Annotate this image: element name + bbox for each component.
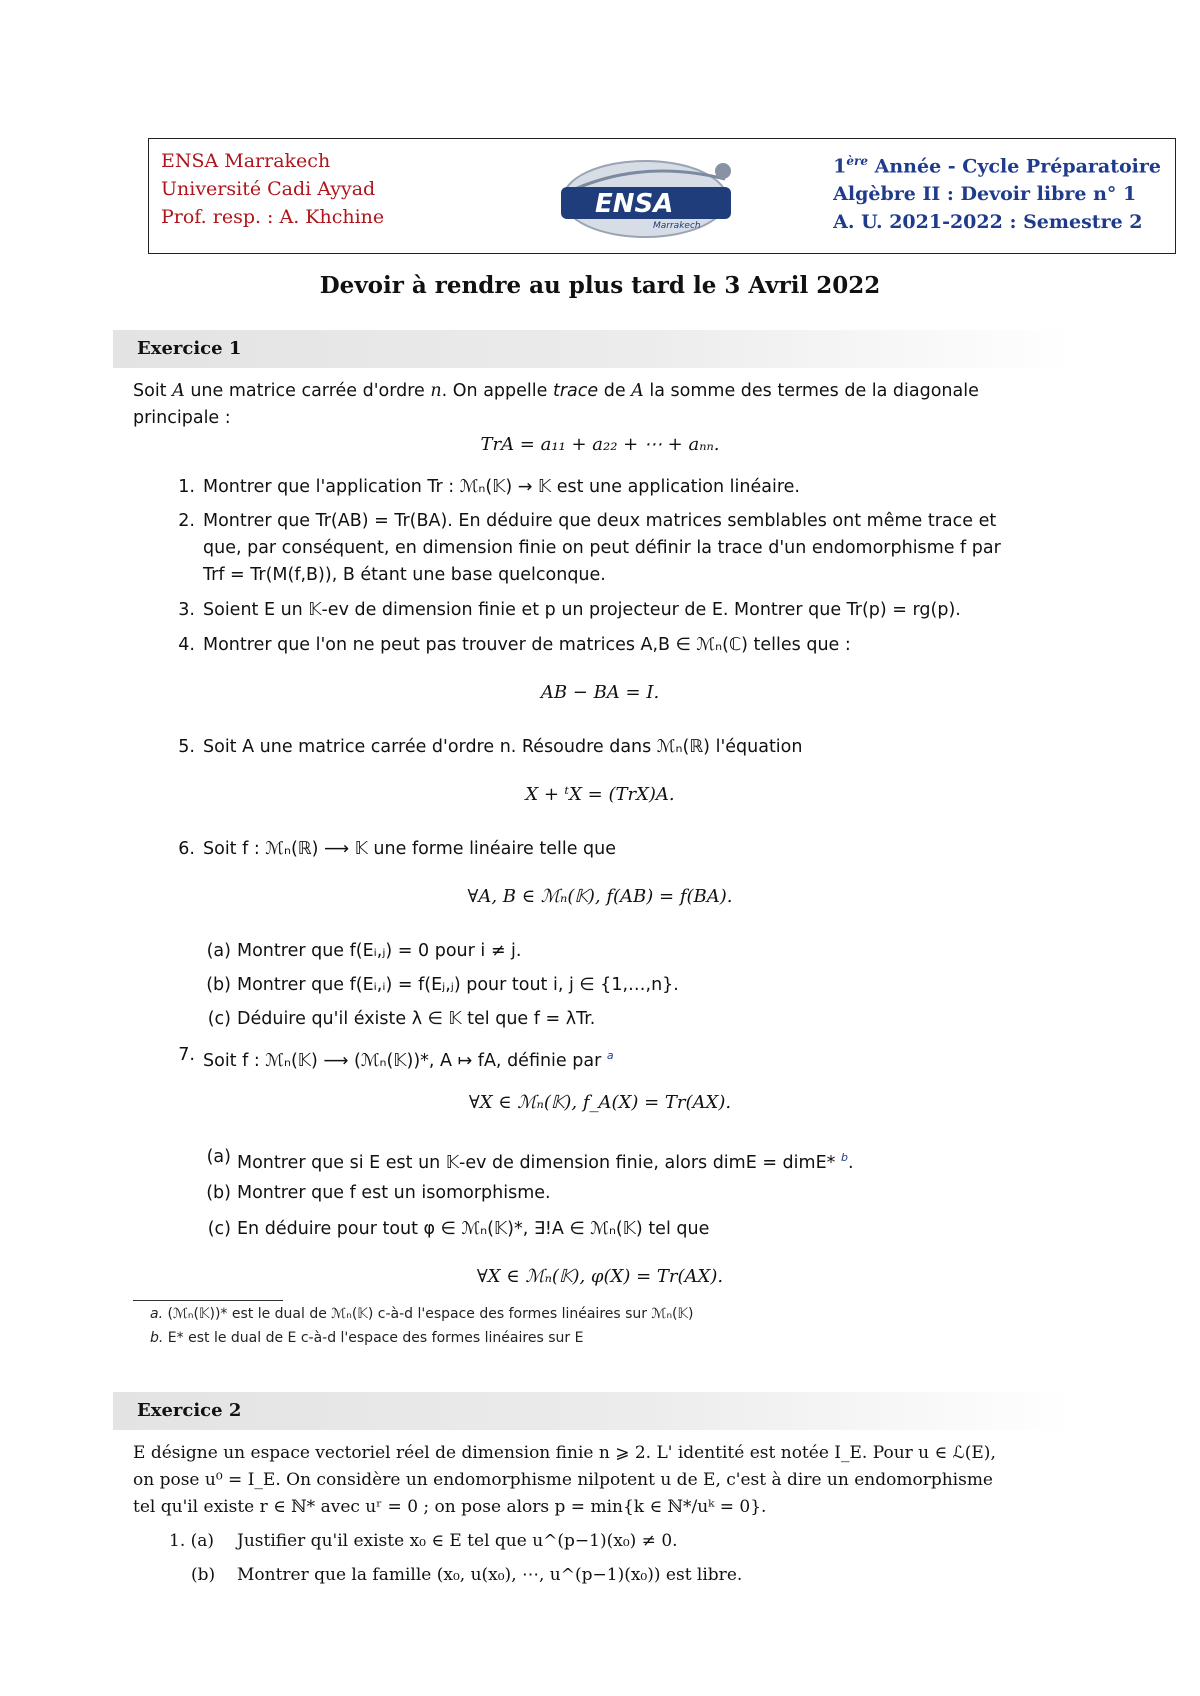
document-header [148, 138, 1176, 254]
course-title: Algèbre II : Devoir libre n° 1 [833, 183, 1137, 206]
exercise-2-heading: Exercice 2 [113, 1392, 1075, 1430]
year-cycle: 1ère Année - Cycle Préparatoire [833, 154, 1161, 178]
ex2-intro-line-2: on pose u⁰ = I_E. On considère un endomorphisme nilpotent u de E, c'est à dire un endomorphisme [133, 1470, 993, 1490]
eq-5: X + ᵗX = (TrX)A. [525, 784, 675, 805]
ensa-logo [535, 149, 755, 245]
ex2-intro-line-1: E désigne un espace vectoriel réel de dimension finie n ⩾ 2. L' identité est notée I_E. Pour u ∈ ℒ(E), [133, 1443, 996, 1463]
svg-text:ENSA: ENSA [595, 189, 674, 219]
eq-trace: TrA = a₁₁ + a₂₂ + ⋯ + aₙₙ. [480, 434, 720, 455]
header-left [161, 147, 384, 231]
footnote-a: a. (ℳₙ(𝕂))* est le dual de ℳₙ(𝕂) c-à-d l'espace des formes linéaires sur ℳₙ(𝕂) [150, 1306, 694, 1322]
ex1-intro [133, 378, 1083, 432]
eq-6: ∀A, B ∈ ℳₙ(𝕂), f(AB) = f(BA). [467, 886, 733, 907]
svg-text:Marrakech: Marrakech [653, 221, 701, 231]
footnote-mark-a[interactable]: a [606, 1049, 614, 1062]
university-name: Université Cadi Ayyad [161, 178, 376, 200]
academic-year: A. U. 2021-2022 : Semestre 2 [833, 211, 1143, 234]
ex1-intro-line-2: principale : [133, 408, 231, 428]
exercise-1-heading: Exercice 1 [113, 330, 1075, 368]
school-name: ENSA Marrakech [161, 150, 331, 172]
ex1-intro-line-1: Soit A une matrice carrée d'ordre n. On appelle trace de A la somme des termes de la diagonale [133, 381, 979, 401]
footnote-separator [133, 1300, 283, 1301]
ex2-intro-line-3: tel qu'il existe r ∈ ℕ* avec uʳ = 0 ; on pose alors p = min{k ∈ ℕ*/uᵏ = 0}. [133, 1497, 767, 1517]
eq-7: ∀X ∈ ℳₙ(𝕂), f_A(X) = Tr(AX). [468, 1092, 732, 1113]
eq-4: AB − BA = I. [540, 682, 660, 703]
footnote-mark-b[interactable]: b [840, 1151, 848, 1164]
ex2-intro [133, 1440, 1093, 1521]
footnote-b: b. E* est le dual de E c-à-d l'espace des formes linéaires sur E [150, 1330, 584, 1346]
header-right [833, 147, 1161, 236]
page-title: Devoir à rendre au plus tard le 3 Avril 2022 [319, 272, 881, 299]
eq-7c: ∀X ∈ ℳₙ(𝕂), φ(X) = Tr(AX). [476, 1266, 724, 1287]
professor: Prof. resp. : A. Khchine [161, 206, 385, 228]
